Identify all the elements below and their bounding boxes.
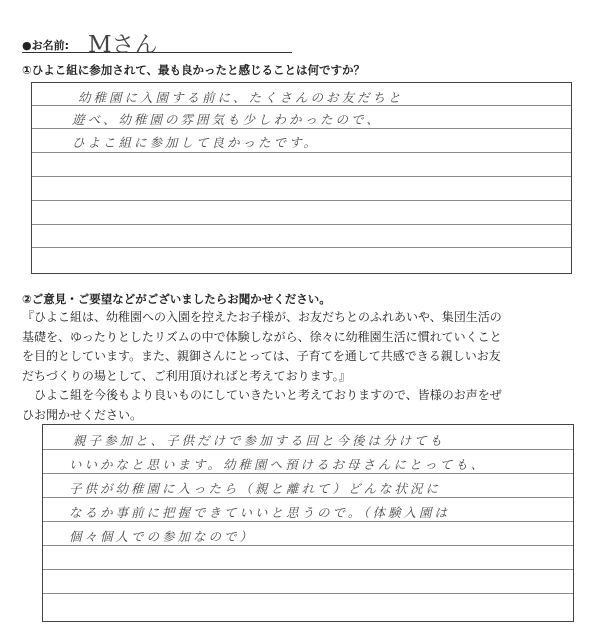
question-2-label: ②ご意見・ご要望などがございましたらお聞かせください。: [22, 292, 331, 306]
answer-2-line: なるか事前に把握できていいと思うので。（体験入園は: [69, 505, 451, 520]
answer-2-line: 親子参加と、子供だけで参加する回と今後は分けても: [73, 433, 446, 448]
ruled-line: [43, 449, 573, 450]
answer-1-line: ひよこ組に参加して良かったです。: [72, 135, 320, 150]
answer-1-line: 幼稚園に入園する前に、たくさんのお友だちと: [78, 90, 404, 105]
question-1-label: ①ひよこ組に参加されて、最も良かったと感じることは何ですか？: [22, 63, 366, 77]
answer-2-line: 個々個人での参加なので）: [69, 529, 256, 544]
ruled-line: [32, 128, 571, 129]
answer-1-line: 遊べ、幼稚園の雰囲気も少しわかったので、: [72, 112, 382, 127]
description-line: を目的としています。また、親御さんにとっては、子育てを通して共感できる親しいお友: [22, 349, 501, 363]
answer-1-box: [31, 82, 572, 274]
ruled-line: [43, 545, 573, 546]
name-label: ●お名前:: [22, 39, 69, 52]
description-line: ひお聞かせください。: [22, 407, 143, 422]
description-line: ひよこ組を今後もより良いものにしていきたいと考えておりますので、皆様のお声をぜ: [22, 388, 502, 402]
ruled-line: [32, 176, 571, 177]
name-field: [22, 28, 292, 58]
ruled-line: [32, 200, 571, 201]
answer-2-line: 子供が幼稚園に入ったら（親と離れて）どんな状況に: [69, 481, 442, 496]
program-description: [22, 308, 572, 425]
ruled-line: [43, 473, 573, 474]
ruled-line: [43, 569, 573, 570]
description-line: 『ひよこ組は、幼稚園への入園を控えたお子様が、お友だちとのふれあいや、集団生活の: [22, 310, 502, 324]
answer-2-line: いいかなと思います。幼稚園へ預けるお母さんにとっても、: [69, 457, 487, 472]
description-line: だちづくりの場として、ご利用頂ければと考えております。』: [22, 368, 351, 383]
answer-2-box: [42, 424, 574, 622]
ruled-line: [43, 521, 573, 522]
ruled-line: [32, 224, 571, 225]
ruled-line: [32, 152, 571, 153]
description-line: 基礎を、ゆったりとしたリズムの中で体験しながら、徐々に幼稚園生活に慣れていくこと: [22, 329, 502, 344]
ruled-line: [43, 593, 573, 594]
ruled-line: [32, 247, 571, 248]
name-value: Mさん: [88, 32, 158, 58]
ruled-line: [43, 497, 573, 498]
